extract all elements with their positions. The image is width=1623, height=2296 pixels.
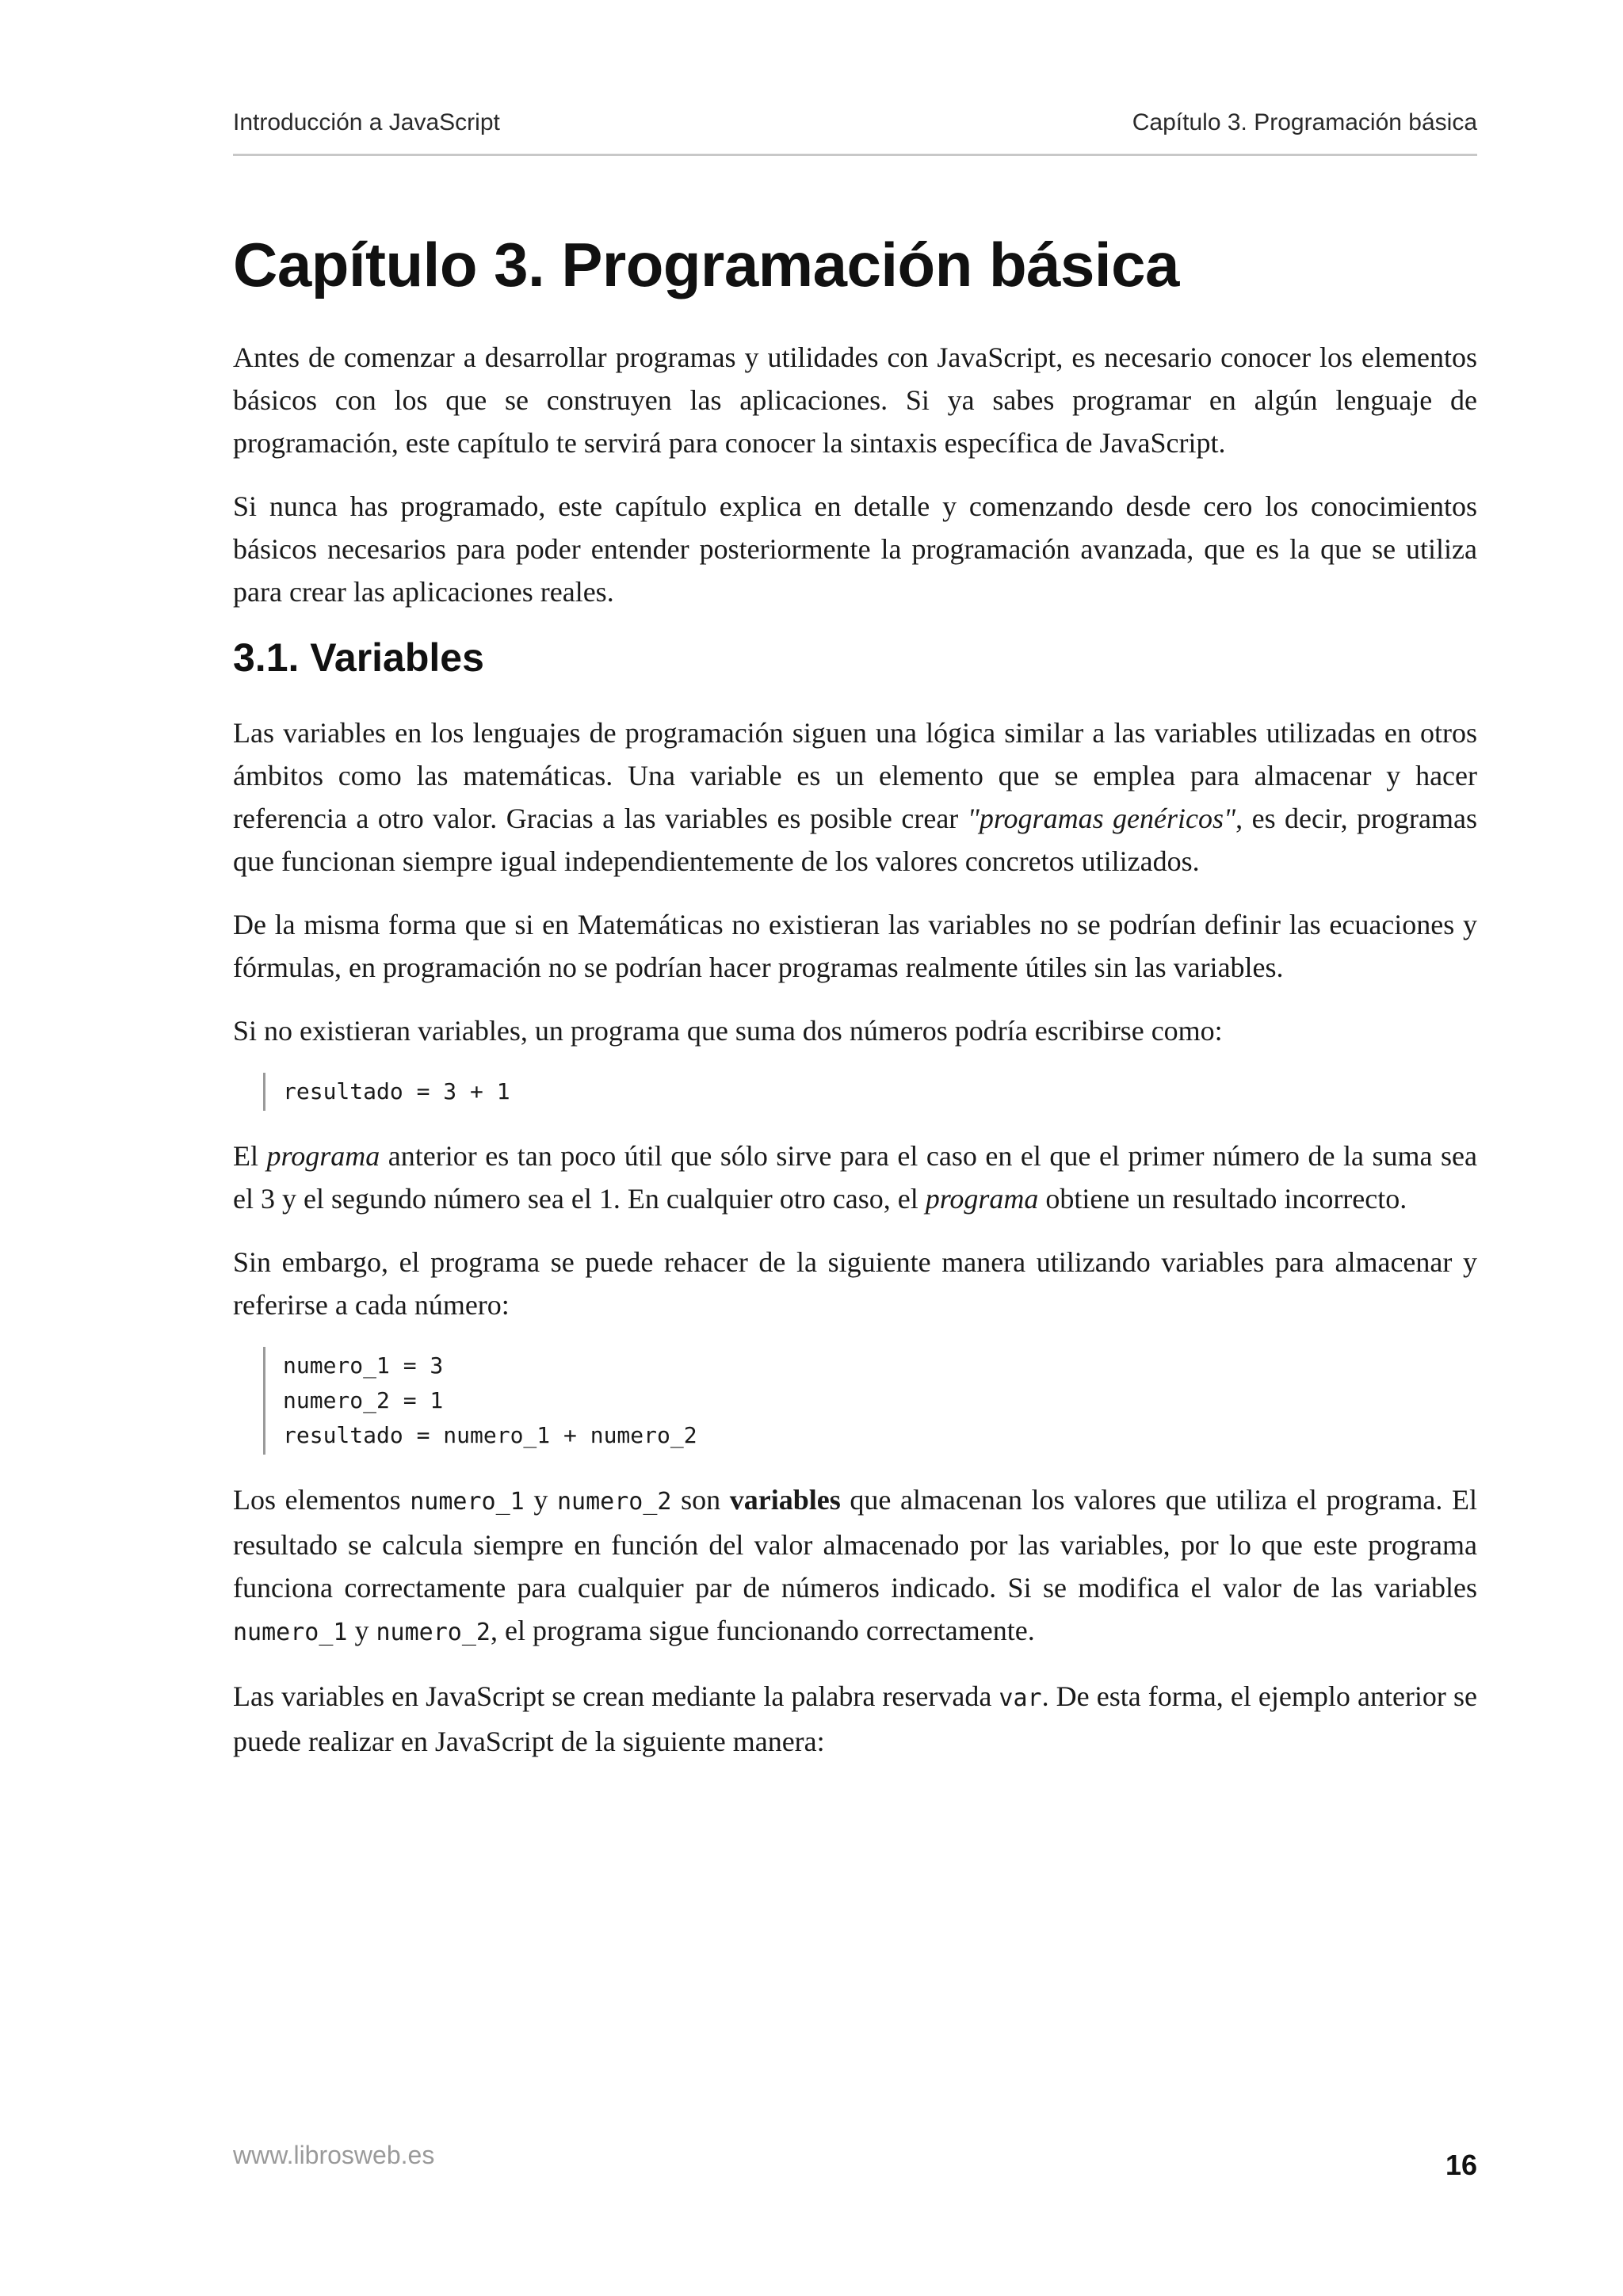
- text-span: que almacenan los valores que utiliza el programa. El resultado se calcula siempre en función del valor almacenado por las variables, por lo que este programa funciona correctamente para cualquier par de números indicado. Si se modifica el valor de las variables: [233, 1483, 1478, 1604]
- italic-term: "programas genéricos": [967, 802, 1236, 834]
- variables-paragraph-5: Sin embargo, el programa se puede rehacer de la siguiente manera utilizando variables para almacenar y referirse a cada número:: [233, 1245, 1477, 1321]
- text-span: obtiene un resultado incorrecto.: [1038, 1182, 1407, 1215]
- text-span: Las variables en los lenguajes de programación siguen una lógica similar a las variables utilizadas en otros ámbitos como las matemáticas. Una variable es un elemento que se emplea para almacenar y hacer referencia a otro valor. Gracias a las variables es posible crear: [233, 716, 1477, 834]
- text-span: , el programa sigue funcionando correctamente.: [491, 1614, 1035, 1646]
- code-line: numero_2 = 1: [283, 1386, 444, 1413]
- variables-paragraph-4: [233, 1135, 1477, 1220]
- header-chapter-title: Capítulo 3. Programación básica: [1132, 109, 1477, 135]
- inline-code: numero_1: [410, 1487, 525, 1516]
- code-line: resultado = numero_1 + numero_2: [283, 1421, 697, 1448]
- page-number: 16: [1445, 2149, 1477, 2181]
- text-span: Los elementos: [233, 1483, 411, 1516]
- variables-paragraph-3: Si no existieran variables, un programa que suma dos números podría escribirse como:: [233, 1014, 1223, 1047]
- section-title: 3.1. Variables: [233, 635, 484, 680]
- code-block-2: [263, 1347, 1477, 1455]
- intro-paragraph-2: Si nunca has programado, este capítulo explica en detalle y comenzando desde cero los conocimientos básicos necesarios para poder entender posteriormente la programación avanzada, que es la que se utiliza para crear las aplicaciones reales.: [233, 490, 1477, 608]
- text-span: anterior es tan poco útil que sólo sirve para el caso en el que el primer número de la suma sea el 3 y el segundo número sea el 1. En cualquier otro caso, el: [233, 1139, 1477, 1215]
- inline-code: numero_1: [233, 1618, 348, 1646]
- variables-paragraph-1: [233, 711, 1477, 883]
- bold-term: variables: [729, 1483, 841, 1516]
- code-line: resultado = 3 + 1: [283, 1077, 510, 1104]
- text-span: y: [524, 1483, 557, 1516]
- text-span: Las variables en JavaScript se crean mediante la palabra reservada: [233, 1680, 999, 1712]
- intro-paragraph-1: Antes de comenzar a desarrollar programas y utilidades con JavaScript, es necesario conocer los elementos básicos con los que se construyen las aplicaciones. Si ya sabes programar en algún lenguaje de programación, este capítulo te servirá para conocer la sintaxis específica de JavaScript.: [233, 341, 1477, 459]
- text-span: , es decir, programas que funcionan siempre igual independientemente de los valores concretos utilizados.: [233, 802, 1477, 877]
- variables-paragraph-7: [233, 1675, 1477, 1763]
- inline-code: var: [999, 1684, 1042, 1712]
- text-span: El: [233, 1139, 267, 1172]
- italic-term: programa: [925, 1182, 1039, 1215]
- text-span: . De esta forma, el ejemplo anterior se puede realizar en JavaScript de la siguiente manera:: [233, 1680, 1477, 1757]
- chapter-title: Capítulo 3. Programación básica: [233, 230, 1179, 299]
- code-line: numero_1 = 3: [283, 1352, 444, 1379]
- page-content: [233, 230, 1477, 1783]
- code-block-1: [263, 1073, 1477, 1111]
- header-book-title: Introducción a JavaScript: [233, 109, 500, 135]
- variables-paragraph-6: [233, 1478, 1477, 1654]
- variables-paragraph-2: De la misma forma que si en Matemáticas no existieran las variables no se podrían definir las ecuaciones y fórmulas, en programación no se podrían hacer programas realmente útiles sin las variables.: [233, 908, 1477, 983]
- italic-term: programa: [266, 1139, 380, 1172]
- inline-code: numero_2: [376, 1618, 491, 1646]
- text-span: son: [671, 1483, 730, 1516]
- running-header: [233, 109, 1477, 156]
- inline-code: numero_2: [556, 1487, 672, 1516]
- footer-url: www.librosweb.es: [233, 2141, 435, 2169]
- text-span: y: [347, 1614, 376, 1646]
